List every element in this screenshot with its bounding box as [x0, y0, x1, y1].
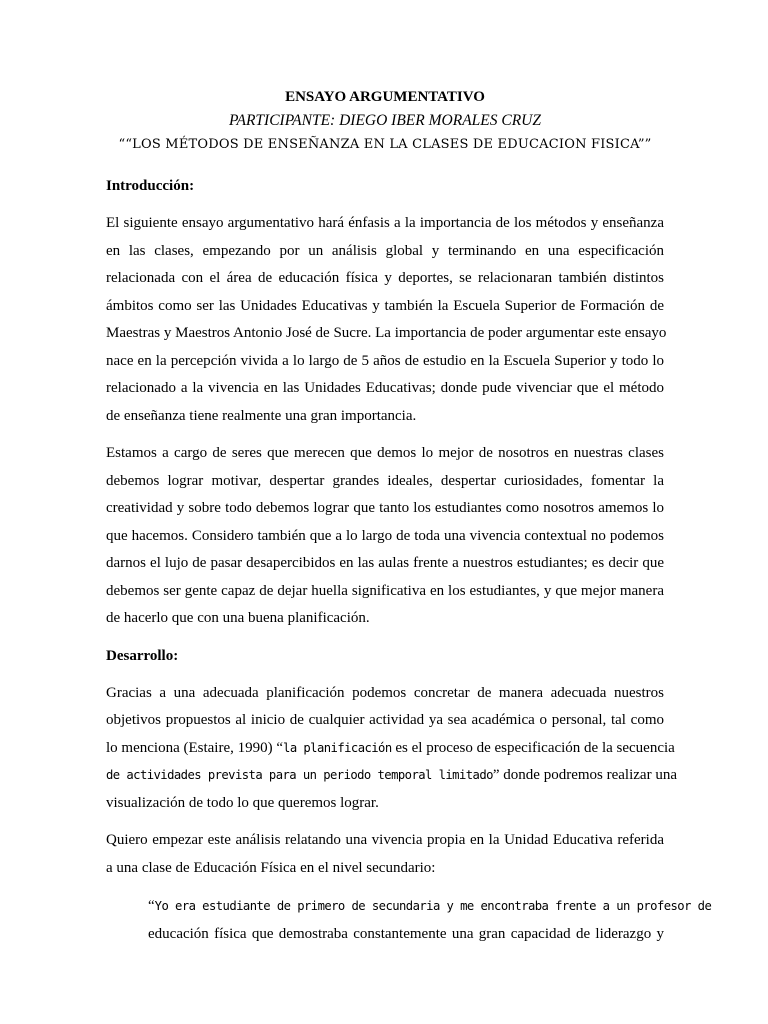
quote-line: educación física que demostraba constantemente una gran capacidad de liderazgo y: [148, 925, 664, 942]
block-quote: [148, 893, 712, 948]
development-paragraph-1: [106, 680, 677, 818]
text-line: de enseñanza tiene realmente una gran importancia.: [106, 407, 417, 424]
text-line: Maestras y Maestros Antonio José de Sucre. La importancia de poder argumentar este ensayo: [106, 325, 667, 341]
intro-heading: Introducción:: [106, 178, 195, 194]
document-page: [106, 86, 712, 948]
text-line: debemos lograr motivar, despertar grandes ideales, despertar curiosidades, fomentar la: [106, 472, 664, 489]
text-line: en las clases, empezando por un análisis global y terminando en una especificación: [106, 242, 664, 259]
citation-continuation: es el proceso de especificación de la secuencia: [391, 739, 675, 756]
essay-topic: ““LOS MÉTODOS DE ENSEÑANZA EN LA CLASES DE EDUCACION FISICA””: [118, 137, 652, 152]
intro-paragraph-1: [106, 210, 667, 430]
citation-quote-end: de actividades prevista para un periodo temporal limitado: [106, 768, 493, 782]
citation-quote-start: la planificación: [283, 740, 392, 755]
development-heading: Desarrollo:: [106, 647, 179, 664]
citation-intro: lo menciona (Estaire, 1990) “: [106, 739, 284, 756]
text-line: creatividad y sobre todo debemos lograr que tanto los estudiantes como nosotros amemos lo: [106, 500, 664, 516]
text-line: a una clase de Educación Física en el nivel secundario:: [106, 859, 436, 876]
text-line: darnos el lujo de pasar desapercibidos en las aulas frente a nuestros estudiantes; es decir que: [106, 555, 664, 571]
intro-paragraph-2: [106, 440, 664, 633]
participant-line: PARTICIPANTE: DIEGO IBER MORALES CRUZ: [229, 112, 541, 129]
text-line: visualización de todo lo que queremos lograr.: [106, 794, 379, 811]
citation-followup: ” donde podremos realizar una: [492, 767, 677, 783]
text-line: nace en la percepción vivida a lo largo de 5 años de estudio en la Escuela Superior y todo lo: [106, 352, 664, 369]
quote-text: Yo era estudiante de primero de secundaria y me encontraba frente a un profesor de: [154, 899, 712, 913]
text-line: que hacemos. Considero también que a lo largo de toda una vivencia contextual no podemos: [106, 527, 664, 544]
development-paragraph-2: [106, 827, 664, 882]
quote-line: [148, 893, 712, 921]
text-line: de hacerlo que con una buena planificación.: [106, 610, 370, 626]
text-line: ámbitos como ser las Unidades Educativas y también la Escuela Superior de Formación de: [106, 297, 664, 314]
text-line-with-citation: [106, 762, 677, 790]
text-line: Quiero empezar este análisis relatando una vivencia propia en la Unidad Educativa referida: [106, 832, 664, 848]
text-line: Gracias a una adecuada planificación podemos concretar de manera adecuada nuestros: [106, 684, 664, 701]
text-line: relacionado a la vivencia en las Unidades Educativas; donde pude vivenciar que el método: [106, 380, 664, 396]
text-line: Estamos a cargo de seres que merecen que demos lo mejor de nosotros en nuestras clases: [106, 445, 664, 461]
text-line: debemos ser gente capaz de dejar huella significativa en los estudiantes, y que mejor manera: [106, 582, 664, 599]
text-line: El siguiente ensayo argumentativo hará énfasis a la importancia de los métodos y enseñanza: [106, 215, 664, 231]
text-line: relacionada con el área de educación física y deportes, se relacionaran también distintos: [106, 270, 664, 286]
quote-open-mark: “: [148, 898, 155, 914]
text-line: objetivos propuestos al inicio de cualquier actividad ya sea académica o personal, tal como: [106, 712, 664, 728]
document-title: ENSAYO ARGUMENTATIVO: [285, 89, 485, 105]
text-line-with-citation: [106, 735, 675, 763]
